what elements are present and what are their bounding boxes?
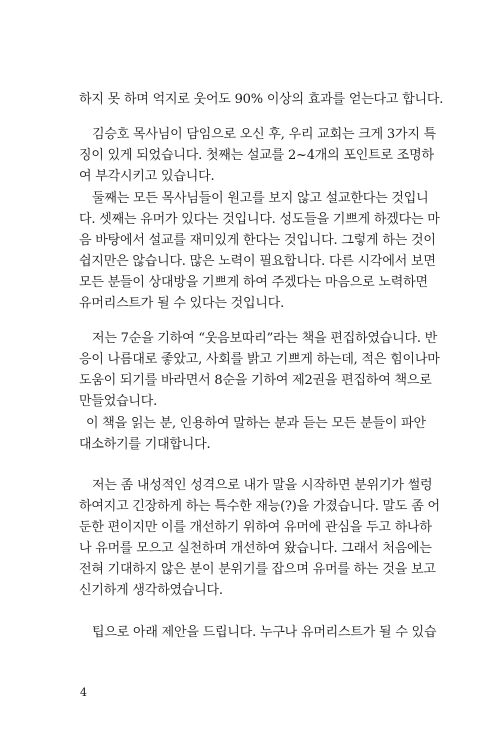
text-line: 하지 못 하며 억지로 웃어도 90% 이상의 효과를 얻는다고 합니다. <box>79 92 444 107</box>
text-line: 모든 분들이 상대방을 기쁘게 하여 주겠다는 마음으로 노력하면 <box>79 275 428 290</box>
text-line: 저는 7순을 기하여 “웃음보따리”라는 책을 편집하였습니다. 반 <box>92 331 438 346</box>
text-line: 쉽지만은 않습니다. 많은 노력이 필요합니다. 다른 시각에서 보면 <box>79 254 436 269</box>
text-line: 팁으로 아래 제안을 드립니다. 누구나 유머리스트가 될 수 있습 <box>92 625 437 640</box>
text-line: 저는 좀 내성적인 성격으로 내가 말을 시작하면 분위기가 썰렁 <box>92 478 433 493</box>
text-line: 김승호 목사님이 담임으로 오신 후, 우리 교회는 크게 3가지 특 <box>92 127 436 142</box>
text-line: 음 바탕에서 설교를 재미있게 한다는 것입니다. 그렇게 하는 것이 <box>79 233 436 248</box>
text-line: 여 부각시키고 있습니다. <box>79 169 215 184</box>
page-number: 4 <box>80 686 87 699</box>
text-line: 응이 나름대로 좋았고, 사회를 밝고 기쁘게 하는데, 적은 힘이나마 <box>79 352 440 367</box>
text-line: 만들었습니다. <box>79 394 158 409</box>
text-line: 나 유머를 모으고 실천하며 개선하여 왔습니다. 그래서 처음에는 <box>79 541 432 556</box>
text-line: 징이 있게 되었습니다. 첫째는 설교를 2~4개의 포인트로 조명하 <box>79 148 434 163</box>
text-line: 둘째는 모든 목사님들이 원고를 보지 않고 설교한다는 것입니 <box>92 191 429 206</box>
text-line: 이 책을 읽는 분, 인용하여 말하는 분과 듣는 모든 분들이 파안 <box>86 416 426 431</box>
text-line: 도움이 되기를 바라면서 8순을 기하여 제2권을 편집하여 책으로 <box>79 373 432 388</box>
text-line: 둔한 편이지만 이를 개선하기 위하여 유머에 관심을 두고 하나하 <box>79 520 432 535</box>
text-line: 대소하기를 기대합니다. <box>79 437 211 452</box>
text-line: 신기하게 생각하였습니다. <box>79 583 223 598</box>
text-line: 다. 셋째는 유머가 있다는 것입니다. 성도들을 기쁘게 하겠다는 마 <box>79 212 440 227</box>
text-line: 전혀 기대하지 않은 분이 분위기를 잡으며 유머를 하는 것을 보고 <box>79 562 436 577</box>
text-line: 하여지고 긴장하게 하는 특수한 재능(?)을 가졌습니다. 말도 좀 어 <box>79 499 440 514</box>
text-line: 유머리스트가 될 수 있다는 것입니다. <box>79 296 285 311</box>
